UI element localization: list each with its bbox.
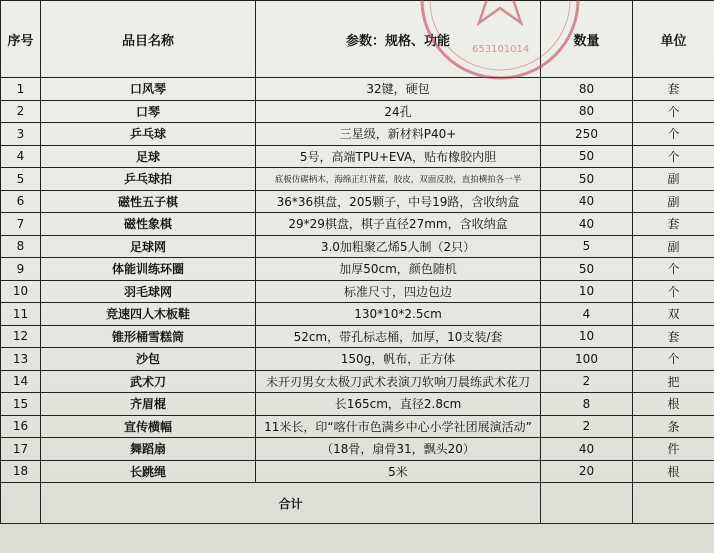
- header-spec: 参数：规格、功能: [256, 1, 541, 78]
- item-unit: 个: [633, 280, 714, 303]
- row-index: 3: [1, 123, 41, 146]
- item-quantity: 10: [541, 280, 633, 303]
- item-spec: 24孔: [256, 100, 541, 123]
- item-name: 体能训练环圈: [41, 258, 256, 281]
- item-name: 长跳绳: [41, 460, 256, 483]
- item-spec: 3.0加粗聚乙烯5人制（2只）: [256, 235, 541, 258]
- item-quantity: 40: [541, 213, 633, 236]
- item-quantity: 8: [541, 393, 633, 416]
- item-spec: 加厚50cm，颜色随机: [256, 258, 541, 281]
- table-row: [1, 190, 714, 213]
- table-row: [1, 438, 714, 461]
- item-unit: 副: [633, 168, 714, 191]
- table-row: [1, 78, 714, 101]
- item-name: 磁性五子棋: [41, 190, 256, 213]
- item-quantity: 50: [541, 168, 633, 191]
- item-quantity: 50: [541, 258, 633, 281]
- item-quantity: 80: [541, 78, 633, 101]
- item-name: 舞蹈扇: [41, 438, 256, 461]
- total-row: [1, 483, 714, 524]
- item-spec: 32键，硬包: [256, 78, 541, 101]
- item-name: 乒乓球: [41, 123, 256, 146]
- row-index: 6: [1, 190, 41, 213]
- item-quantity: 100: [541, 348, 633, 371]
- item-spec: 150g，帆布，正方体: [256, 348, 541, 371]
- header-quantity: 数量: [541, 1, 633, 78]
- total-quantity-cell: [541, 483, 633, 524]
- item-name: 口琴: [41, 100, 256, 123]
- row-index: 7: [1, 213, 41, 236]
- item-quantity: 2: [541, 370, 633, 393]
- item-unit: 件: [633, 438, 714, 461]
- item-name: 宣传横幅: [41, 415, 256, 438]
- item-spec: 52cm，带孔标志桶，加厚，10支装/套: [256, 325, 541, 348]
- item-name: 口风琴: [41, 78, 256, 101]
- table-row: [1, 213, 714, 236]
- item-spec: 未开刃男女太极刀武术表演刀软响刀晨练武术花刀: [256, 370, 541, 393]
- table-row: [1, 460, 714, 483]
- row-index: 5: [1, 168, 41, 191]
- item-unit: 个: [633, 258, 714, 281]
- row-index: 18: [1, 460, 41, 483]
- total-index-cell: [1, 483, 41, 524]
- item-name: 竞速四人木板鞋: [41, 303, 256, 326]
- item-unit: 个: [633, 123, 714, 146]
- item-unit: 套: [633, 325, 714, 348]
- table-row: [1, 145, 714, 168]
- item-quantity: 20: [541, 460, 633, 483]
- item-unit: 把: [633, 370, 714, 393]
- row-index: 16: [1, 415, 41, 438]
- item-name: 齐眉棍: [41, 393, 256, 416]
- item-unit: 个: [633, 100, 714, 123]
- item-unit: 副: [633, 190, 714, 213]
- row-index: 10: [1, 280, 41, 303]
- table-row: [1, 258, 714, 281]
- item-unit: 套: [633, 213, 714, 236]
- item-spec: 5号，高端TPU+EVA，贴布橡胶内胆: [256, 145, 541, 168]
- item-unit: 副: [633, 235, 714, 258]
- table-row: [1, 100, 714, 123]
- total-label: 合计: [41, 483, 541, 524]
- row-index: 14: [1, 370, 41, 393]
- row-index: 15: [1, 393, 41, 416]
- row-index: 9: [1, 258, 41, 281]
- item-name: 足球网: [41, 235, 256, 258]
- item-unit: 个: [633, 348, 714, 371]
- item-unit: 双: [633, 303, 714, 326]
- table-row: [1, 168, 714, 191]
- item-spec: 36*36棋盘，205颗子，中号19路，含收纳盒: [256, 190, 541, 213]
- header-item-name: 品目名称: [41, 1, 256, 78]
- table-row: [1, 123, 714, 146]
- item-name: 羽毛球网: [41, 280, 256, 303]
- item-name: 沙包: [41, 348, 256, 371]
- row-index: 11: [1, 303, 41, 326]
- item-spec: 标准尺寸，四边包边: [256, 280, 541, 303]
- row-index: 17: [1, 438, 41, 461]
- table-row: [1, 280, 714, 303]
- item-name: 锥形桶雪糕筒: [41, 325, 256, 348]
- table-row: [1, 393, 714, 416]
- item-spec: 29*29棋盘，棋子直径27mm，含收纳盒: [256, 213, 541, 236]
- item-quantity: 4: [541, 303, 633, 326]
- item-name: 足球: [41, 145, 256, 168]
- total-unit-cell: [633, 483, 714, 524]
- item-unit: 套: [633, 78, 714, 101]
- table-row: [1, 303, 714, 326]
- item-spec: （18骨，扇骨31，飘头20）: [256, 438, 541, 461]
- item-quantity: 10: [541, 325, 633, 348]
- item-spec: 5米: [256, 460, 541, 483]
- table-row: [1, 348, 714, 371]
- item-name: 乒乓球拍: [41, 168, 256, 191]
- item-unit: 根: [633, 460, 714, 483]
- table-row: [1, 370, 714, 393]
- item-quantity: 40: [541, 190, 633, 213]
- item-unit: 根: [633, 393, 714, 416]
- item-spec: 长165cm，直径2.8cm: [256, 393, 541, 416]
- header-index: 序号: [1, 1, 41, 78]
- table-row: [1, 235, 714, 258]
- item-name: 磁性象棋: [41, 213, 256, 236]
- item-spec: 11米长，印“喀什市色满乡中心小学社团展演活动”: [256, 415, 541, 438]
- item-quantity: 40: [541, 438, 633, 461]
- item-quantity: 2: [541, 415, 633, 438]
- item-unit: 条: [633, 415, 714, 438]
- item-quantity: 50: [541, 145, 633, 168]
- item-spec: 三星级，新材料P40+: [256, 123, 541, 146]
- item-quantity: 5: [541, 235, 633, 258]
- stamp-number: 653101014: [472, 44, 530, 55]
- header-row: [1, 1, 714, 78]
- item-quantity: 80: [541, 100, 633, 123]
- item-spec: 130*10*2.5cm: [256, 303, 541, 326]
- table-row: [1, 325, 714, 348]
- item-name: 武术刀: [41, 370, 256, 393]
- row-index: 12: [1, 325, 41, 348]
- item-quantity: 250: [541, 123, 633, 146]
- row-index: 1: [1, 78, 41, 101]
- header-unit: 单位: [633, 1, 714, 78]
- table-row: [1, 415, 714, 438]
- row-index: 2: [1, 100, 41, 123]
- row-index: 13: [1, 348, 41, 371]
- item-spec: 底板仿碳柄木，海绵正红背蓝，胶皮，双面反胶，直拍横拍各一半: [256, 168, 541, 191]
- row-index: 8: [1, 235, 41, 258]
- row-index: 4: [1, 145, 41, 168]
- item-unit: 个: [633, 145, 714, 168]
